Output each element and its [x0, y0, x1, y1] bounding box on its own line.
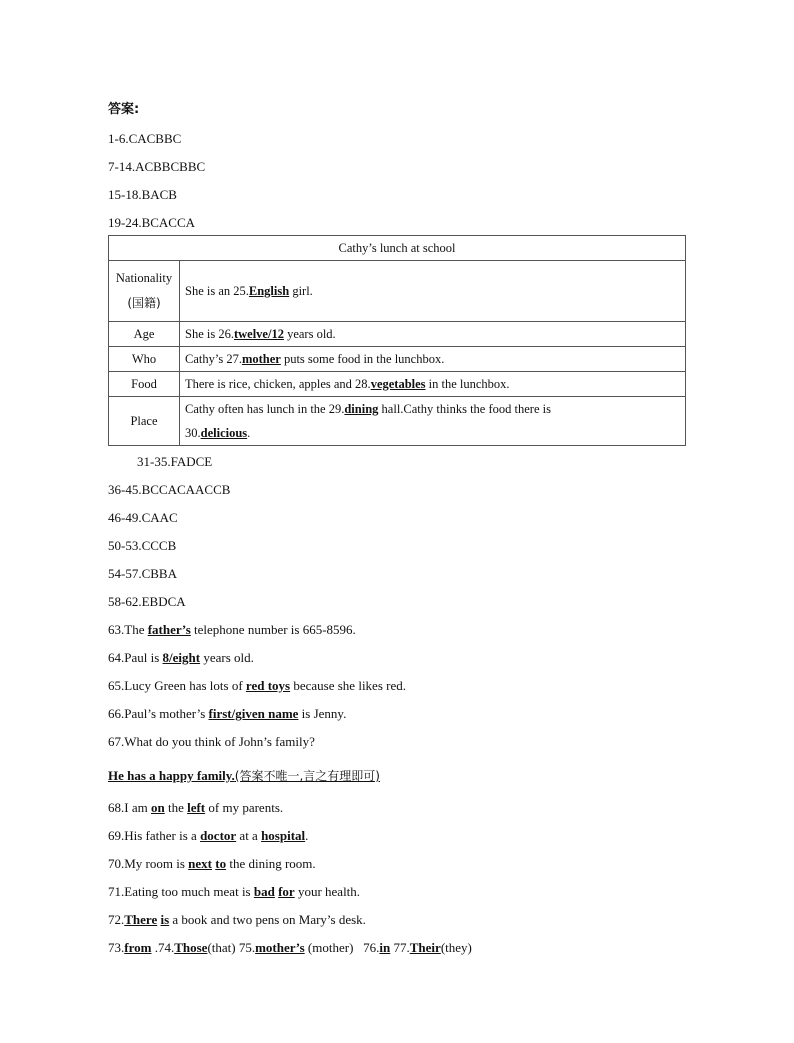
answer-blank: left: [187, 800, 206, 815]
answer-blank: 8/eight: [162, 650, 201, 665]
cathy-lunch-table: [108, 235, 686, 446]
answer-blank: doctor: [200, 828, 237, 843]
table-row: [109, 261, 686, 322]
row-value: Cathy’s 27.mother puts some food in the lunchbox.: [180, 347, 686, 372]
answer-blank: is: [160, 912, 170, 927]
answer-line: 31-35.FADCE: [137, 454, 213, 469]
answer-blank: father’s: [147, 622, 191, 637]
answer-line: 46-49.CAAC: [108, 510, 178, 525]
answer-blank: in: [379, 940, 391, 955]
question-64: 64.Paul is 8/eight years old.: [108, 650, 254, 665]
answer-blank: English: [248, 283, 290, 298]
table-title: Cathy’s lunch at school: [109, 236, 686, 261]
question-72: 72.There is a book and two pens on Mary’s desk.: [108, 912, 366, 927]
row-value: Cathy often has lunch in the 29.dining hall.Cathy thinks the food there is 30.delicious.: [180, 397, 686, 446]
answer-text: He has a happy family.: [108, 768, 235, 783]
answer-line: 1-6.CACBBC: [108, 131, 182, 146]
answer-line: 19-24.BCACCA: [108, 215, 196, 230]
question-65: 65.Lucy Green has lots of red toys because she likes red.: [108, 678, 406, 693]
answer-blank: vegetables: [370, 376, 426, 391]
question-71: 71.Eating too much meat is bad for your health.: [108, 884, 361, 899]
answer-blank: next: [188, 856, 213, 871]
answer-line: 36-45.BCCACAACCB: [108, 482, 231, 497]
answer-blank: delicious: [200, 426, 248, 440]
question-68: 68.I am on the left of my parents.: [108, 800, 284, 815]
row-label-text: Nationality: [115, 271, 173, 285]
table-row: [109, 397, 686, 446]
question-63: 63.The father’s telephone number is 665-8596.: [108, 622, 356, 637]
question-66: 66.Paul’s mother’s first/given name is Jenny.: [108, 706, 347, 721]
answer-blank: for: [278, 884, 295, 899]
answer-note: (答案不唯一,言之有理即可): [234, 769, 380, 783]
question-73-77: 73.from .74.Those(that) 75.mother’s (mother) 76.in 77.Their(they): [108, 940, 472, 955]
answer-line: 15-18.BACB: [108, 187, 177, 202]
answer-blank: to: [215, 856, 227, 871]
table-row: [109, 322, 686, 347]
answer-blank: mother’s: [255, 940, 305, 955]
answer-blank: There: [124, 912, 158, 927]
answer-line: 7-14.ACBBCBBC: [108, 159, 206, 174]
question-70: 70.My room is next to the dining room.: [108, 856, 316, 871]
row-label: Who: [109, 347, 180, 372]
answer-blank: on: [150, 800, 165, 815]
answer-blank: twelve/12: [233, 326, 284, 341]
row-value: She is 26.twelve/12 years old.: [180, 322, 686, 347]
answer-blank: mother: [241, 351, 281, 366]
question-67: 67.What do you think of John’s family?: [108, 734, 315, 749]
row-label: Food: [109, 372, 180, 397]
row-value: She is an 25.English girl.: [180, 261, 686, 322]
answer-heading: 答案:: [108, 102, 140, 117]
answer-blank: bad: [253, 884, 275, 899]
answer-line: 54-57.CBBA: [108, 566, 177, 581]
table-row: [109, 347, 686, 372]
row-label-cn: (国籍): [127, 296, 161, 310]
table-row: [109, 372, 686, 397]
row-value: There is rice, chicken, apples and 28.vegetables in the lunchbox.: [180, 372, 686, 397]
answer-blank: from: [124, 940, 152, 955]
row-label: [109, 261, 180, 322]
answer-blank: first/given name: [208, 706, 299, 721]
answer-line: 50-53.CCCB: [108, 538, 177, 553]
answer-blank: red toys: [245, 678, 291, 693]
row-label: Age: [109, 322, 180, 347]
answer-blank: Their: [409, 940, 441, 955]
answer-line: 58-62.EBDCA: [108, 594, 186, 609]
question-69: 69.His father is a doctor at a hospital.: [108, 828, 309, 843]
answer-blank: hospital: [261, 828, 306, 843]
answer-blank: Those: [174, 940, 208, 955]
answer-blank: dining: [344, 402, 379, 416]
question-67-answer: [108, 767, 380, 784]
row-label: Place: [109, 397, 180, 446]
